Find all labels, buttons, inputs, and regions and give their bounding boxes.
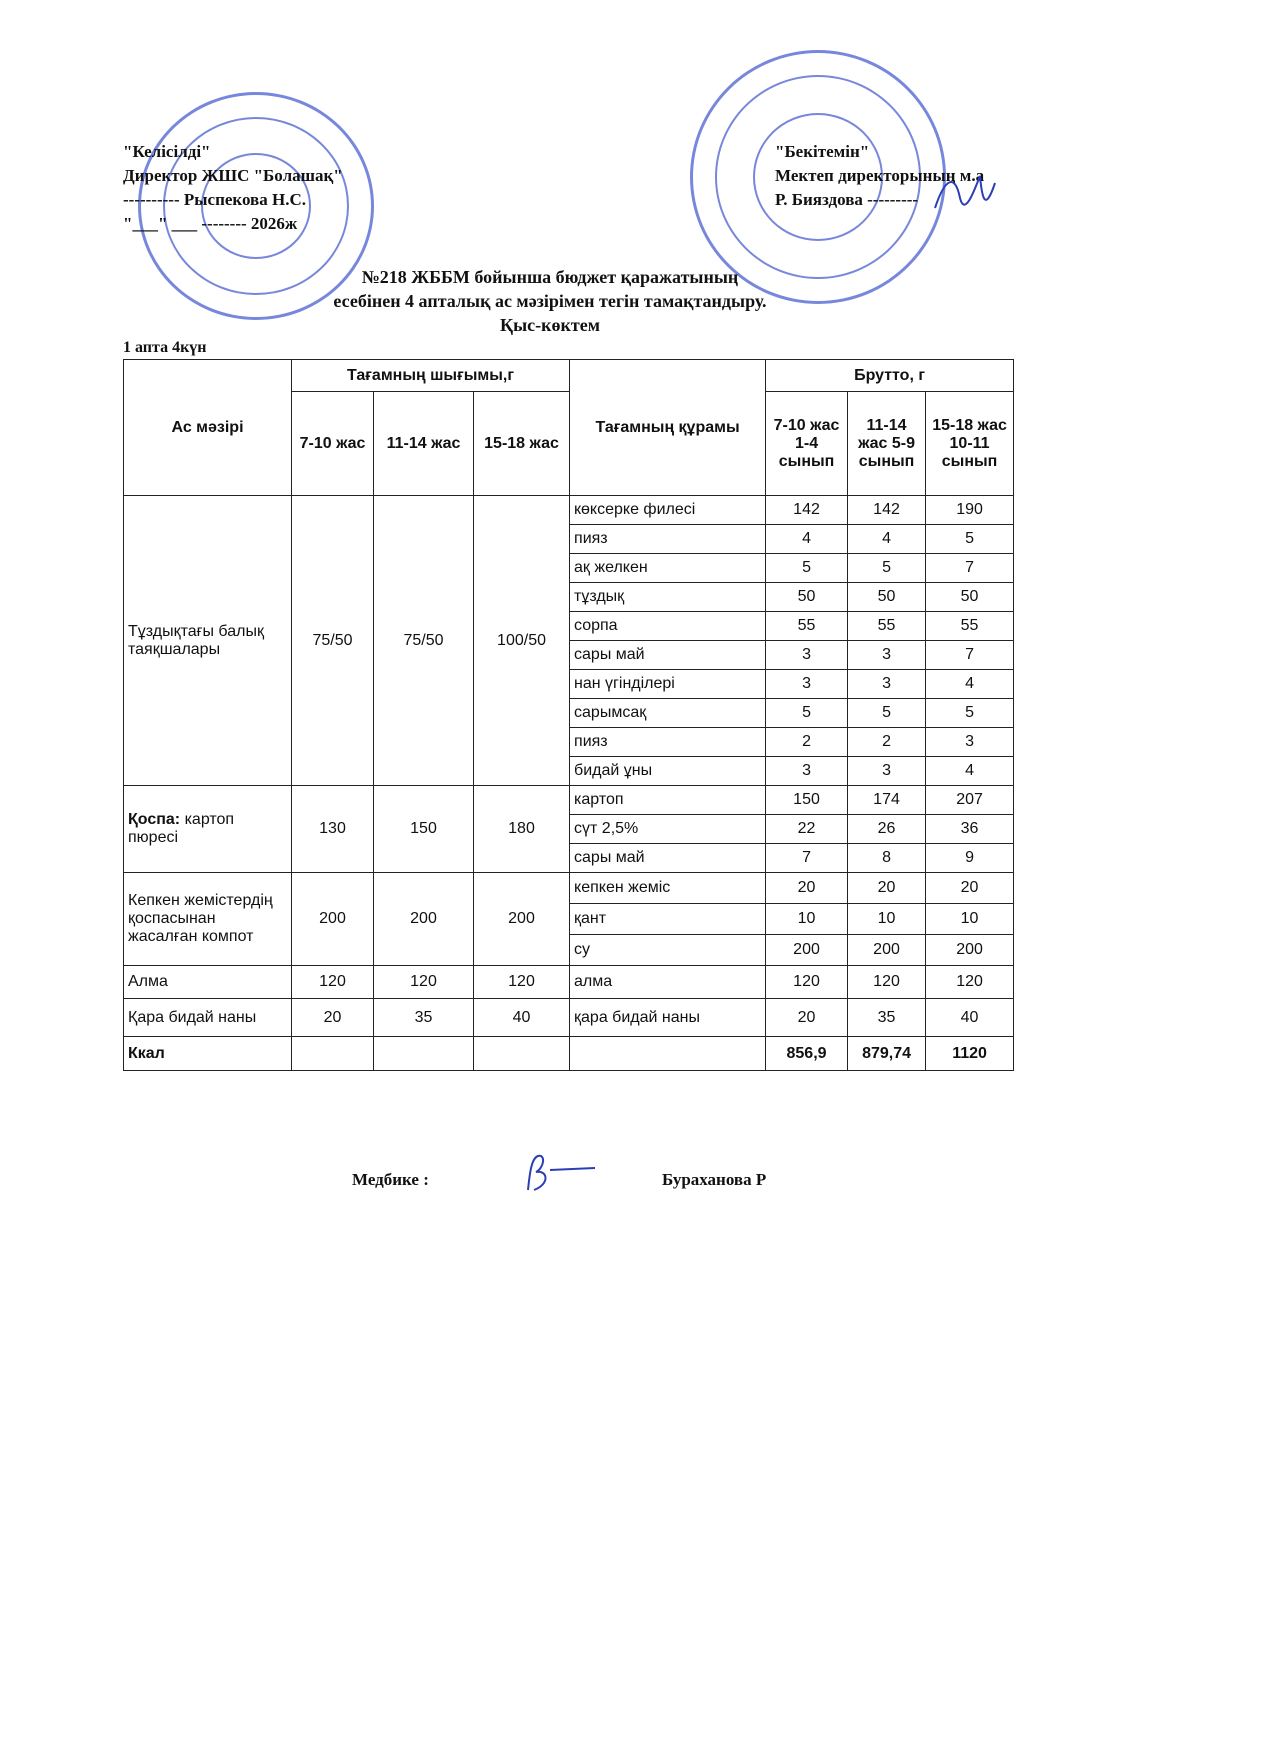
brutto-value: 2 — [848, 728, 926, 757]
header-brutto-2: 11-14 жас 5-9 сынып — [848, 392, 926, 496]
dish-output: 20 — [292, 999, 374, 1037]
brutto-value: 120 — [926, 966, 1014, 999]
ingredient: қант — [570, 904, 766, 935]
total-label: Ккал — [124, 1037, 292, 1071]
dish-name — [124, 786, 292, 873]
brutto-value: 3 — [766, 641, 848, 670]
brutto-value: 142 — [848, 496, 926, 525]
header-age-7-10: 7-10 жас — [292, 392, 374, 496]
ingredient: нан үгінділері — [570, 670, 766, 699]
dish-name: Тұздықтағы балық таяқшалары — [124, 496, 292, 786]
brutto-value: 120 — [848, 966, 926, 999]
header-brutto-3: 15-18 жас 10-11 сынып — [926, 392, 1014, 496]
brutto-value: 55 — [926, 612, 1014, 641]
brutto-value: 200 — [766, 935, 848, 966]
ingredient: су — [570, 935, 766, 966]
brutto-value: 5 — [848, 554, 926, 583]
dish-output: 200 — [474, 873, 570, 966]
title-line2: есебінен 4 апталық ас мәзірімен тегін тамақтандыру. — [333, 291, 767, 311]
brutto-value: 10 — [766, 904, 848, 935]
dish-output: 120 — [292, 966, 374, 999]
ingredient: көксерке филесі — [570, 496, 766, 525]
empty-cell — [292, 1037, 374, 1071]
dish-name: Алма — [124, 966, 292, 999]
brutto-value: 150 — [766, 786, 848, 815]
dish-output: 75/50 — [292, 496, 374, 786]
brutto-value: 3 — [766, 670, 848, 699]
brutto-value: 10 — [926, 904, 1014, 935]
ingredient: ақ желкен — [570, 554, 766, 583]
signature-director — [930, 168, 1000, 228]
dish-output: 100/50 — [474, 496, 570, 786]
brutto-value: 9 — [926, 844, 1014, 873]
agreed-date: "___" ___ -------- 2026ж — [123, 214, 298, 233]
brutto-value: 4 — [926, 670, 1014, 699]
header-age-11-14: 11-14 жас — [374, 392, 474, 496]
nurse-label: Медбике : — [352, 1170, 429, 1189]
empty-cell — [474, 1037, 570, 1071]
approved-signer: Р. Бияздова --------- — [775, 190, 919, 209]
brutto-value: 5 — [766, 554, 848, 583]
brutto-value: 3 — [848, 641, 926, 670]
brutto-value: 55 — [848, 612, 926, 641]
total-value: 856,9 — [766, 1037, 848, 1071]
brutto-value: 174 — [848, 786, 926, 815]
agreed-block — [123, 140, 343, 236]
dish-name: Қара бидай наны — [124, 999, 292, 1037]
title-line1: №218 ЖББМ бойынша бюджет қаражатының — [361, 267, 739, 287]
brutto-value: 4 — [766, 525, 848, 554]
dish-output: 35 — [374, 999, 474, 1037]
dish-output: 120 — [474, 966, 570, 999]
brutto-value: 22 — [766, 815, 848, 844]
brutto-value: 5 — [926, 699, 1014, 728]
header-brutto-1: 7-10 жас 1-4 сынып — [766, 392, 848, 496]
dish-output: 150 — [374, 786, 474, 873]
brutto-value: 36 — [926, 815, 1014, 844]
dish-name: Кепкен жемістердің қоспасынан жасалған компот — [124, 873, 292, 966]
brutto-value: 200 — [848, 935, 926, 966]
ingredient: кепкен жеміс — [570, 873, 766, 904]
title-season: Қыс-көктем — [500, 315, 600, 335]
brutto-value: 26 — [848, 815, 926, 844]
brutto-value: 50 — [926, 583, 1014, 612]
ingredient: алма — [570, 966, 766, 999]
ingredient: сарымсақ — [570, 699, 766, 728]
brutto-value: 50 — [766, 583, 848, 612]
empty-cell — [570, 1037, 766, 1071]
approved-position: Мектеп директорының м.а — [775, 166, 985, 185]
ingredient: сүт 2,5% — [570, 815, 766, 844]
brutto-value: 10 — [848, 904, 926, 935]
empty-cell — [374, 1037, 474, 1071]
agreed-title: "Келісілді" — [123, 142, 211, 161]
header-age-15-18: 15-18 жас — [474, 392, 570, 496]
brutto-value: 120 — [766, 966, 848, 999]
header-menu: Ас мәзірі — [124, 360, 292, 496]
dish-name-rest: картоп пюресі — [128, 811, 235, 846]
ingredient: пияз — [570, 525, 766, 554]
brutto-value: 7 — [926, 641, 1014, 670]
ingredient: картоп — [570, 786, 766, 815]
brutto-value: 20 — [926, 873, 1014, 904]
dish-output: 130 — [292, 786, 374, 873]
brutto-value: 50 — [848, 583, 926, 612]
approved-title: "Бекітемін" — [775, 142, 870, 161]
week-label: 1 апта 4күн — [123, 339, 207, 356]
brutto-value: 190 — [926, 496, 1014, 525]
header-output: Тағамның шығымы,г — [292, 360, 570, 392]
brutto-value: 40 — [926, 999, 1014, 1037]
brutto-value: 3 — [848, 757, 926, 786]
ingredient: сорпа — [570, 612, 766, 641]
dish-output: 200 — [292, 873, 374, 966]
brutto-value: 55 — [766, 612, 848, 641]
brutto-value: 4 — [926, 757, 1014, 786]
total-value: 879,74 — [848, 1037, 926, 1071]
brutto-value: 5 — [926, 525, 1014, 554]
agreed-signer: ---------- Рыспекова Н.С. — [123, 190, 306, 209]
header-brutto: Брутто, г — [766, 360, 1014, 392]
brutto-value: 207 — [926, 786, 1014, 815]
document-title — [250, 265, 850, 337]
dish-output: 180 — [474, 786, 570, 873]
brutto-value: 3 — [848, 670, 926, 699]
ingredient: пияз — [570, 728, 766, 757]
total-value: 1120 — [926, 1037, 1014, 1071]
dish-output: 75/50 — [374, 496, 474, 786]
header-composition: Тағамның құрамы — [570, 360, 766, 496]
brutto-value: 20 — [766, 999, 848, 1037]
signature-nurse — [520, 1150, 600, 1200]
dish-output: 40 — [474, 999, 570, 1037]
brutto-value: 35 — [848, 999, 926, 1037]
menu-table — [123, 359, 1014, 1071]
brutto-value: 5 — [766, 699, 848, 728]
ingredient: сары май — [570, 641, 766, 670]
brutto-value: 142 — [766, 496, 848, 525]
brutto-value: 7 — [766, 844, 848, 873]
ingredient: бидай ұны — [570, 757, 766, 786]
brutto-value: 3 — [766, 757, 848, 786]
ingredient: сары май — [570, 844, 766, 873]
brutto-value: 2 — [766, 728, 848, 757]
ingredient: қара бидай наны — [570, 999, 766, 1037]
brutto-value: 20 — [848, 873, 926, 904]
brutto-value: 200 — [926, 935, 1014, 966]
brutto-value: 5 — [848, 699, 926, 728]
brutto-value: 4 — [848, 525, 926, 554]
agreed-position: Директор ЖШС "Болашақ" — [123, 166, 343, 185]
brutto-value: 7 — [926, 554, 1014, 583]
dish-name-prefix: Қоспа: — [128, 811, 181, 828]
nurse-name: Бураханова Р — [662, 1170, 767, 1189]
dish-output: 120 — [374, 966, 474, 999]
ingredient: тұздық — [570, 583, 766, 612]
brutto-value: 20 — [766, 873, 848, 904]
dish-output: 200 — [374, 873, 474, 966]
brutto-value: 8 — [848, 844, 926, 873]
brutto-value: 3 — [926, 728, 1014, 757]
